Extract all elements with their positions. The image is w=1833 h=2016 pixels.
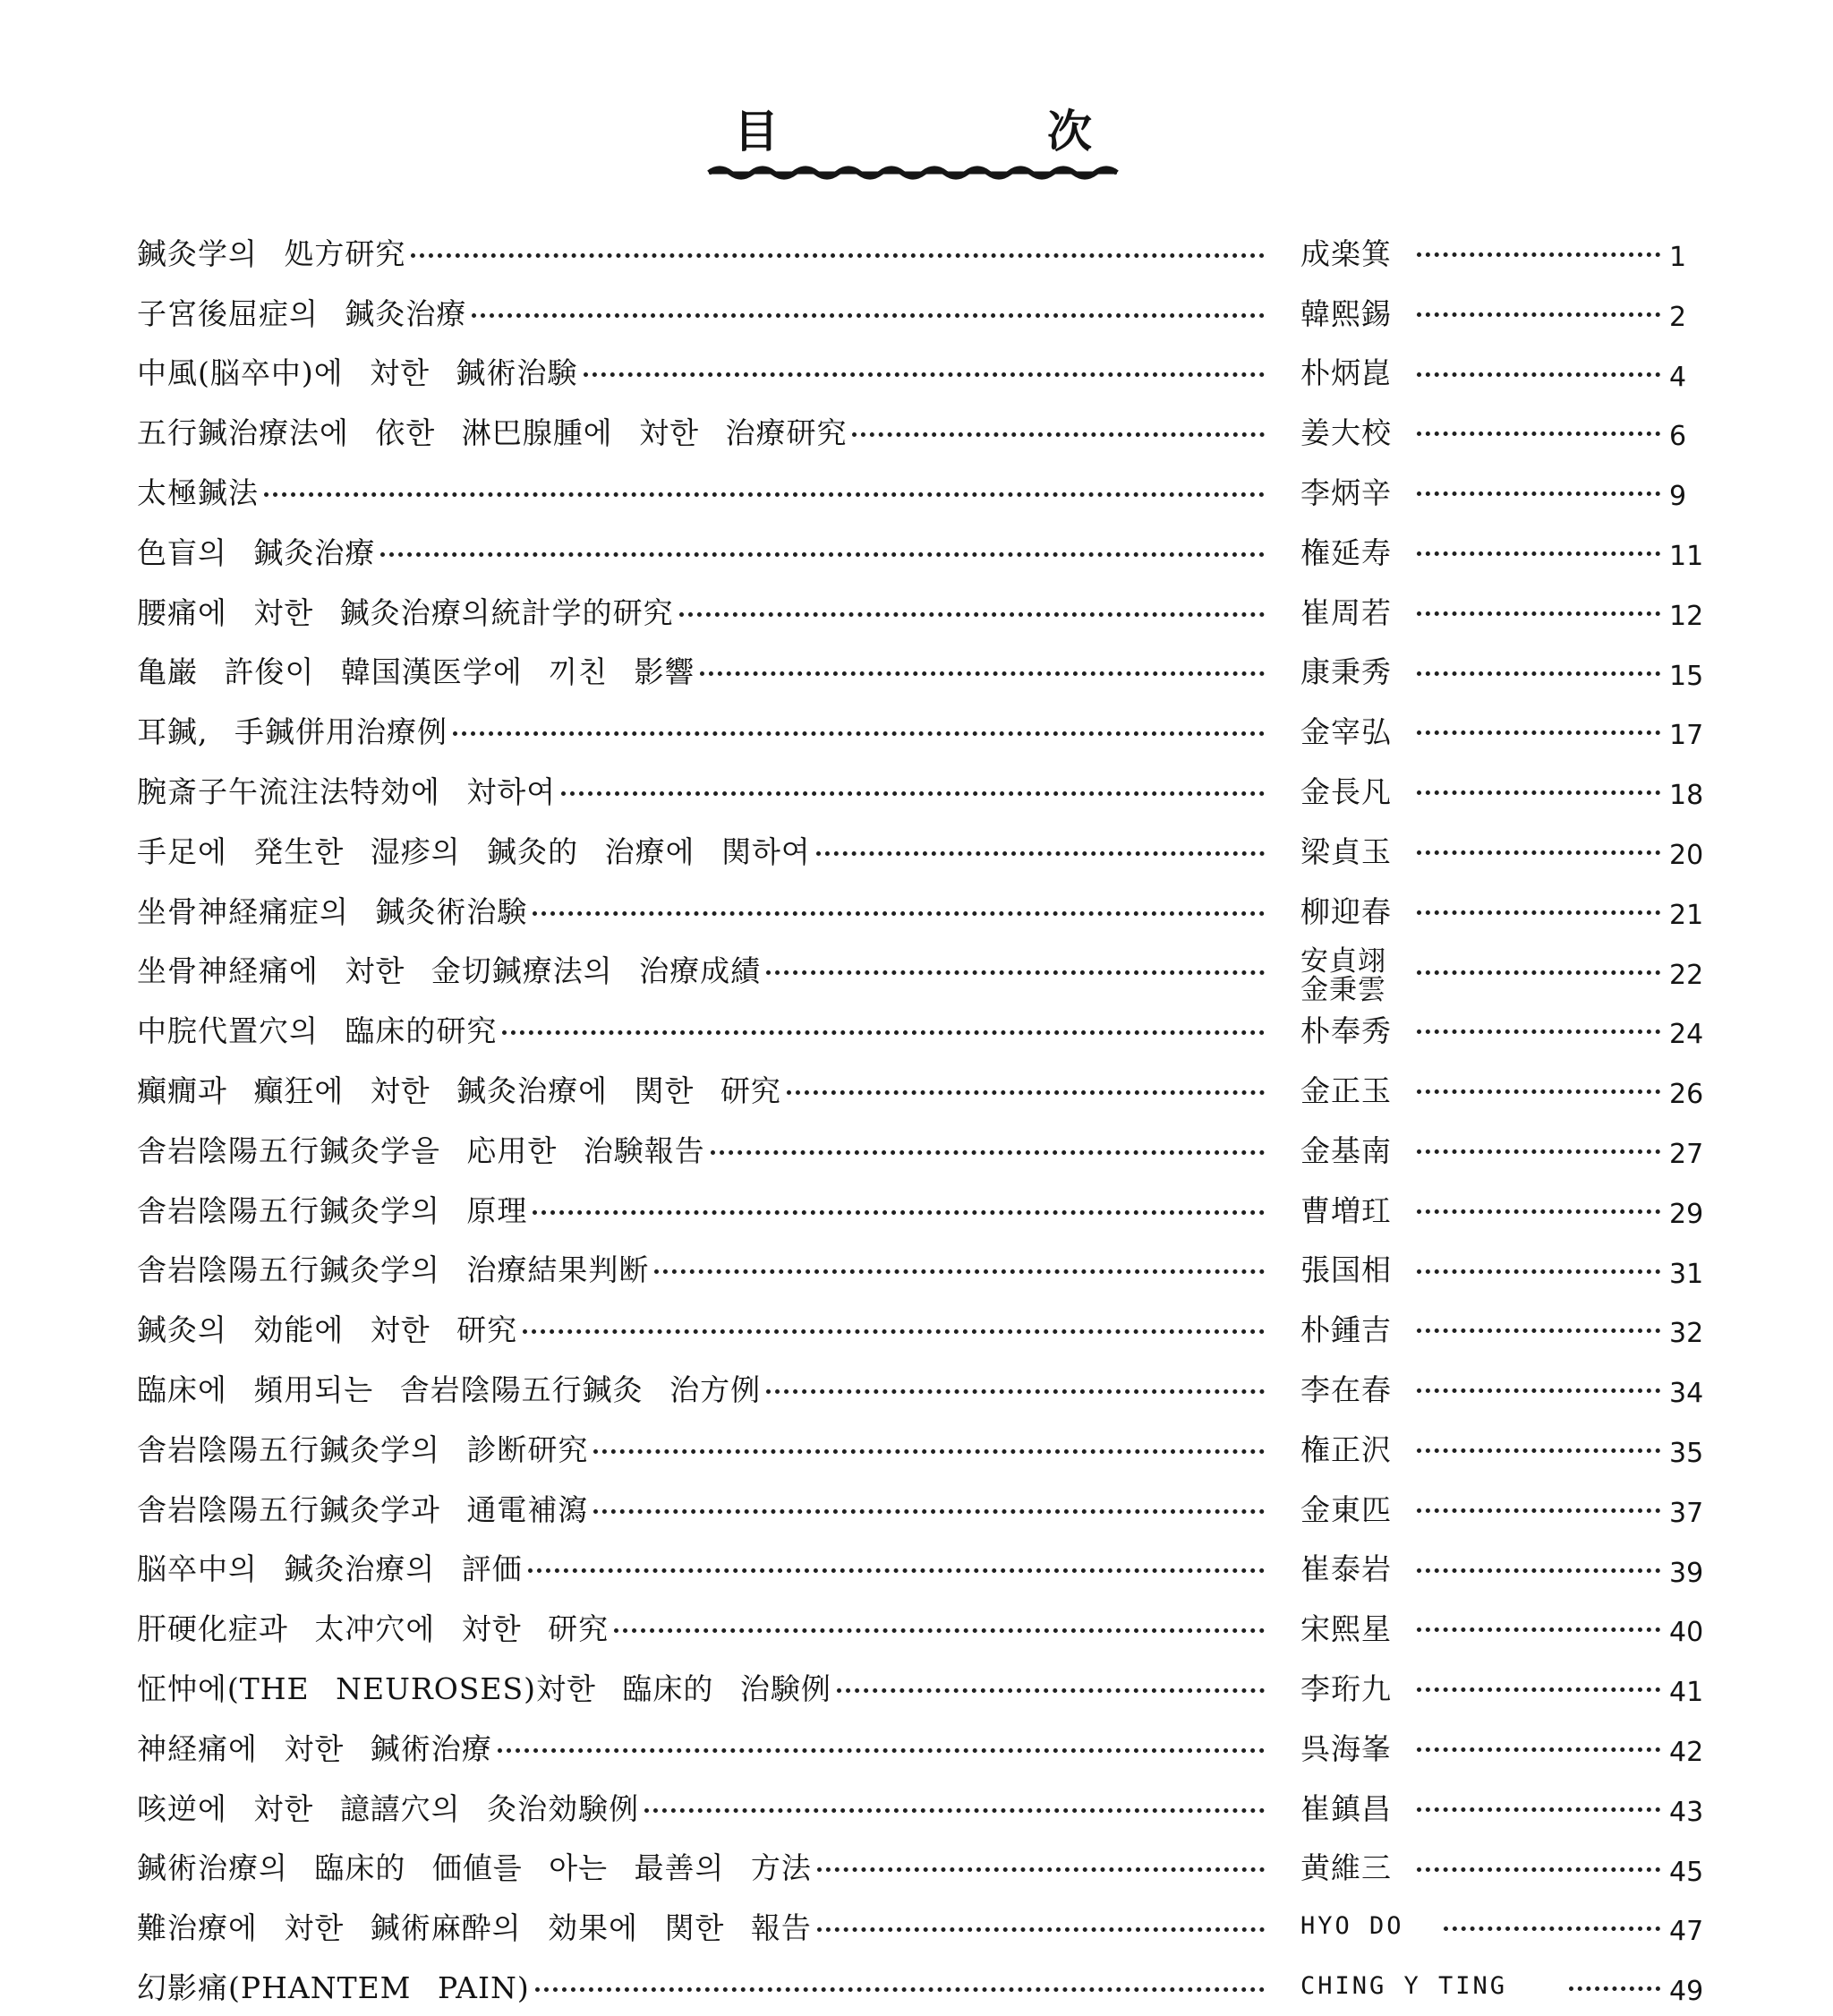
- toc-entry-author: 金正玉: [1300, 1073, 1392, 1109]
- toc-entry-title: 幻影痛(PHANTEM PAIN): [137, 1970, 530, 2005]
- toc-entry: [137, 641, 1704, 701]
- toc-entry-author: 崔鎮昌: [1300, 1790, 1392, 1826]
- toc-entry-page-number: 34: [1669, 1378, 1704, 1410]
- toc-entry: [137, 282, 1694, 342]
- toc-entry-title: 中脘代置穴의 臨床的研究: [137, 1013, 498, 1049]
- toc-entry-title-area: [137, 1666, 1284, 1708]
- dot-leader: [502, 1030, 1265, 1035]
- toc-entry: [137, 1538, 1704, 1598]
- dot-leader: [1417, 252, 1660, 257]
- toc-entry-author: 黄維三: [1300, 1850, 1392, 1886]
- toc-entry-title-area: [137, 889, 1284, 931]
- toc-entry-title-area: [137, 410, 1284, 452]
- toc-entry-page-number: 9: [1669, 481, 1687, 513]
- toc-entry: [137, 760, 1704, 820]
- toc-entry-page-number: 2: [1669, 301, 1687, 333]
- dot-leader: [852, 432, 1265, 437]
- dot-leader: [837, 1688, 1265, 1693]
- dot-leader: [1417, 910, 1660, 915]
- toc-entry-title: 難治療에 対한 鍼術麻酔의 効果에 関한 報告: [137, 1910, 812, 1946]
- toc-entry-title: 舎岩陰陽五行鍼灸学의 原理: [137, 1192, 528, 1228]
- dot-leader: [1417, 1209, 1660, 1214]
- toc-entry: [137, 940, 1704, 1006]
- toc-entry-title-area: [137, 1726, 1284, 1768]
- toc-entry: [137, 1597, 1704, 1657]
- toc-entry-page-number: 11: [1669, 540, 1704, 572]
- toc-entry-title-area: [137, 1786, 1284, 1828]
- dot-leader: [1417, 1747, 1660, 1752]
- dot-leader: [817, 1927, 1265, 1932]
- toc-entry: [137, 1777, 1704, 1837]
- toc-entry-title: 怔忡에(THE NEUROSES)対한 臨床的 治験例: [137, 1671, 831, 1707]
- dot-leader: [1417, 970, 1660, 975]
- toc-entry-title: 中風(脳卒中)에 対한 鍼術治験: [137, 355, 578, 391]
- dot-leader: [1444, 1926, 1660, 1931]
- toc-entry: [137, 1478, 1704, 1538]
- toc-entry-page-number: 37: [1669, 1497, 1704, 1529]
- dot-leader: [1417, 1448, 1660, 1453]
- toc-entry-page-number: 40: [1669, 1617, 1704, 1649]
- dot-leader: [654, 1269, 1265, 1274]
- toc-entry-title-area: [137, 829, 1284, 871]
- toc-entry-author: 成楽箕: [1300, 235, 1392, 271]
- dot-leader: [1417, 1089, 1660, 1094]
- dot-leader: [264, 492, 1265, 497]
- toc-entry-title-area: [137, 1905, 1284, 1947]
- toc-entry-author: 金東匹: [1300, 1491, 1392, 1527]
- toc-entry-title-area: [137, 1965, 1284, 2007]
- toc-entry-author: 宋熙星: [1300, 1611, 1392, 1647]
- toc-entry-title: 手足에 発生한 湿疹의 鍼灸的 治療에 関하여: [137, 833, 811, 869]
- toc-entry-title: 腰痛에 対한 鍼灸治療의統計学的研究: [137, 594, 674, 630]
- toc-entry-author: 曹増玒: [1300, 1192, 1392, 1228]
- toc-entry-page-number: 45: [1669, 1856, 1704, 1888]
- toc-entry-title: 鍼灸学의 処方研究: [137, 235, 406, 271]
- toc-entry-title: 舎岩陰陽五行鍼灸学의 治療結果判断: [137, 1252, 650, 1288]
- toc-entry-title-area: [137, 1546, 1284, 1588]
- toc-entry-title-area: [137, 1008, 1284, 1050]
- toc-entry: [137, 461, 1694, 521]
- dot-leader: [453, 731, 1265, 736]
- toc-entry-author: 権延寿: [1300, 534, 1392, 570]
- toc-entry-title: 舎岩陰陽五行鍼灸学을 応用한 治験報告: [137, 1132, 705, 1168]
- dot-leader: [1417, 1867, 1660, 1872]
- toc-entry-title-area: [137, 291, 1284, 333]
- toc-entry: [137, 700, 1704, 760]
- toc-entry-page-number: 1: [1669, 242, 1687, 273]
- toc-entry: [137, 1239, 1704, 1299]
- toc-entry-author: 李在春: [1300, 1372, 1392, 1408]
- toc-entry-title-area: [137, 530, 1284, 572]
- toc-entry-page-number: 17: [1669, 720, 1704, 752]
- toc-entry-author: 呉海峯: [1300, 1730, 1392, 1766]
- dot-leader: [1569, 1986, 1660, 1991]
- toc-entry-page-number: 31: [1669, 1258, 1704, 1290]
- dot-leader: [766, 1389, 1265, 1394]
- dot-leader: [816, 851, 1265, 856]
- toc-entry-author-second: 金秉雲: [1300, 973, 1386, 1006]
- toc-entry-page-number: 20: [1669, 839, 1704, 871]
- toc-entry-page-number: 21: [1669, 899, 1704, 931]
- toc-entry: [137, 1298, 1704, 1358]
- toc-entry-page-number: 18: [1669, 780, 1704, 812]
- toc-entry-title-area: [137, 948, 1284, 990]
- toc-entry-title: 腕斎子午流注法特効에 対하여: [137, 774, 557, 810]
- dot-leader: [1417, 431, 1660, 436]
- toc-entry-author: 朴奉秀: [1300, 1013, 1392, 1049]
- dot-leader: [523, 1329, 1265, 1334]
- toc-entry-author: 権正沢: [1300, 1431, 1392, 1467]
- toc-heading: [707, 100, 1119, 181]
- toc-entry-author: 崔泰岩: [1300, 1551, 1392, 1587]
- toc-entry-page-number: 47: [1669, 1916, 1704, 1948]
- toc-list: [137, 222, 1704, 2016]
- dot-leader: [1417, 312, 1660, 317]
- dot-leader: [817, 1867, 1265, 1872]
- toc-entry-page-number: 49: [1669, 1976, 1704, 2008]
- toc-entry: [137, 1119, 1704, 1179]
- heading-char-left: 目: [734, 105, 779, 158]
- heading-char-right: 次: [1047, 105, 1092, 158]
- toc-entry-title-area: [137, 470, 1284, 512]
- dot-leader: [1417, 1568, 1660, 1573]
- toc-entry: [137, 1418, 1704, 1478]
- toc-entry-title-area: [137, 1247, 1284, 1289]
- dot-leader: [380, 552, 1265, 557]
- toc-entry-title: 舎岩陰陽五行鍼灸学과 通電補瀉: [137, 1491, 589, 1527]
- dot-leader: [1417, 551, 1660, 556]
- toc-entry-page-number: 12: [1669, 600, 1704, 632]
- toc-entry-title: 亀巌 許俊이 韓国漢医学에 끼친 影響: [137, 654, 695, 690]
- toc-entry-title-area: [137, 769, 1284, 811]
- dot-leader: [593, 1509, 1265, 1514]
- toc-entry-author: 韓熙錫: [1300, 295, 1392, 331]
- toc-entry-title: 子宮後屈症의 鍼灸治療: [137, 295, 467, 331]
- toc-entry-page-number: 26: [1669, 1079, 1704, 1111]
- toc-entry-page-number: 41: [1669, 1677, 1704, 1709]
- toc-entry-author: 梁貞玉: [1300, 833, 1392, 869]
- toc-entry-author: 柳迎春: [1300, 893, 1392, 929]
- dot-leader: [711, 1150, 1265, 1155]
- dot-leader: [535, 1987, 1265, 1992]
- toc-entry-author: HYO DO: [1300, 1912, 1404, 1941]
- toc-entry-author: 崔周若: [1300, 594, 1392, 630]
- toc-entry-title: 耳鍼, 手鍼併用治療例: [137, 714, 448, 750]
- toc-entry-page-number: 22: [1669, 959, 1704, 991]
- toc-entry-author: 朴炳崑: [1300, 355, 1392, 391]
- toc-entry-page-number: 42: [1669, 1736, 1704, 1768]
- dot-leader: [584, 372, 1266, 377]
- toc-entry-author: 張国相: [1300, 1252, 1392, 1288]
- toc-entry: [137, 880, 1704, 940]
- toc-entry: [137, 1358, 1704, 1418]
- toc-entry: [137, 401, 1694, 461]
- toc-entry-author: 朴鍾吉: [1300, 1312, 1392, 1348]
- toc-entry-page-number: 35: [1669, 1437, 1704, 1469]
- toc-entry: [137, 1717, 1704, 1777]
- toc-entry-title-area: [137, 1845, 1284, 1887]
- toc-entry-title-area: [137, 1427, 1284, 1469]
- toc-entry-page-number: 24: [1669, 1019, 1704, 1051]
- toc-entry-title: 神経痛에 対한 鍼術治療: [137, 1730, 492, 1766]
- dot-leader: [593, 1449, 1265, 1454]
- toc-entry-title-area: [137, 1128, 1284, 1170]
- toc-entry-title-area: [137, 649, 1284, 691]
- toc-entry-title: 臨床에 頻用되는 舎岩陰陽五行鍼灸 治方例: [137, 1372, 762, 1408]
- toc-entry-author: 金長凡: [1300, 774, 1392, 810]
- toc-entry-page-number: 4: [1669, 361, 1687, 393]
- dot-leader: [561, 791, 1265, 796]
- dot-leader: [472, 313, 1265, 318]
- toc-entry: [137, 581, 1704, 641]
- toc-entry-author: 康秉秀: [1300, 654, 1392, 690]
- dot-leader: [1417, 491, 1660, 496]
- dot-leader: [700, 671, 1265, 676]
- toc-entry-title-area: [137, 1188, 1284, 1230]
- toc-entry: [137, 521, 1704, 581]
- toc-entry-title: 五行鍼治療法에 依한 淋巴腺腫에 対한 治療研究: [137, 415, 848, 451]
- toc-entry: [137, 1837, 1704, 1897]
- toc-entry-title: 癲癇과 癲狂에 対한 鍼灸治療에 関한 研究: [137, 1073, 781, 1109]
- dot-leader: [1417, 850, 1660, 855]
- dot-leader: [1417, 1328, 1660, 1333]
- toc-entry: [137, 1059, 1704, 1119]
- toc-entry-title: 咳逆에 対한 譩譆穴의 灸治効験例: [137, 1790, 640, 1826]
- toc-entry-page-number: 43: [1669, 1796, 1704, 1828]
- toc-entry-title-area: [137, 350, 1284, 392]
- toc-entry-page-number: 29: [1669, 1198, 1704, 1230]
- toc-entry-author: 姜大校: [1300, 415, 1392, 451]
- toc-entry-page-number: 27: [1669, 1138, 1704, 1170]
- dot-leader: [1417, 730, 1660, 735]
- dot-leader: [1417, 1687, 1660, 1692]
- dot-leader: [1417, 1388, 1660, 1393]
- dot-leader: [1417, 611, 1660, 616]
- dot-leader: [1417, 1029, 1660, 1034]
- toc-entry-page-number: 15: [1669, 660, 1704, 692]
- toc-entry-page-number: 32: [1669, 1318, 1704, 1350]
- dot-leader: [1417, 1807, 1660, 1812]
- toc-entry: [137, 1896, 1704, 1956]
- toc-entry-title: 肝硬化症과 太冲穴에 対한 研究: [137, 1611, 610, 1647]
- toc-entry: [137, 999, 1704, 1059]
- heading-wavy-rule: [707, 163, 1119, 183]
- dot-leader: [679, 612, 1265, 617]
- dot-leader: [533, 911, 1265, 916]
- toc-entry-title-area: [137, 231, 1284, 273]
- toc-entry-title-area: [137, 1367, 1284, 1409]
- toc-entry-title: 舎岩陰陽五行鍼灸学의 診断研究: [137, 1431, 589, 1467]
- toc-entry-title-area: [137, 1606, 1284, 1648]
- dot-leader: [614, 1628, 1265, 1633]
- toc-entry: [137, 1179, 1704, 1239]
- toc-entry-title: 太極鍼法: [137, 475, 259, 511]
- toc-entry-title: 鍼術治療의 臨床的 価値를 아는 最善의 方法: [137, 1850, 812, 1886]
- toc-entry-author: 李炳辛: [1300, 475, 1392, 511]
- dot-leader: [533, 1210, 1265, 1215]
- toc-entry-author: 金基南: [1300, 1132, 1392, 1168]
- dot-leader: [1417, 1627, 1660, 1632]
- toc-entry-author: 李珩九: [1300, 1671, 1392, 1707]
- dot-leader: [766, 970, 1265, 975]
- toc-entry-title: 脳卒中의 鍼灸治療의 評価: [137, 1551, 523, 1587]
- dot-leader: [528, 1568, 1265, 1573]
- dot-leader: [498, 1748, 1265, 1753]
- toc-entry-author-first: 安貞翊: [1300, 944, 1386, 978]
- toc-entry-title-area: [137, 1307, 1284, 1349]
- toc-entry-title-area: [137, 1487, 1284, 1529]
- toc-entry-title: 坐骨神経痛症의 鍼灸術治験: [137, 893, 528, 929]
- toc-entry: [137, 1657, 1704, 1717]
- toc-entry-page-number: 39: [1669, 1557, 1704, 1589]
- dot-leader: [1417, 1269, 1660, 1274]
- toc-entry: [137, 1956, 1704, 2016]
- dot-leader: [1417, 671, 1660, 676]
- toc-entry-title-area: [137, 709, 1284, 751]
- toc-entry-title: 鍼灸의 効能에 対한 研究: [137, 1312, 518, 1348]
- toc-entry: [137, 222, 1694, 282]
- dot-leader: [1417, 1508, 1660, 1513]
- toc-entry-title-area: [137, 590, 1284, 632]
- toc-entry-author: [1300, 944, 1426, 1006]
- toc-entry-page-number: 6: [1669, 421, 1687, 453]
- dot-leader: [1417, 1149, 1660, 1154]
- toc-entry-author: CHING Y TING: [1300, 1972, 1508, 2000]
- dot-leader: [787, 1090, 1265, 1095]
- toc-entry-title-area: [137, 1068, 1284, 1110]
- toc-entry: [137, 820, 1704, 880]
- toc-entry-author: 金宰弘: [1300, 714, 1392, 750]
- dot-leader: [1417, 372, 1660, 377]
- dot-leader: [644, 1808, 1265, 1813]
- toc-entry-title: 坐骨神経痛에 対한 金切鍼療法의 治療成績: [137, 953, 762, 989]
- dot-leader: [411, 253, 1265, 258]
- dot-leader: [1417, 790, 1660, 795]
- toc-entry: [137, 342, 1694, 402]
- toc-entry-title: 色盲의 鍼灸治療: [137, 534, 376, 570]
